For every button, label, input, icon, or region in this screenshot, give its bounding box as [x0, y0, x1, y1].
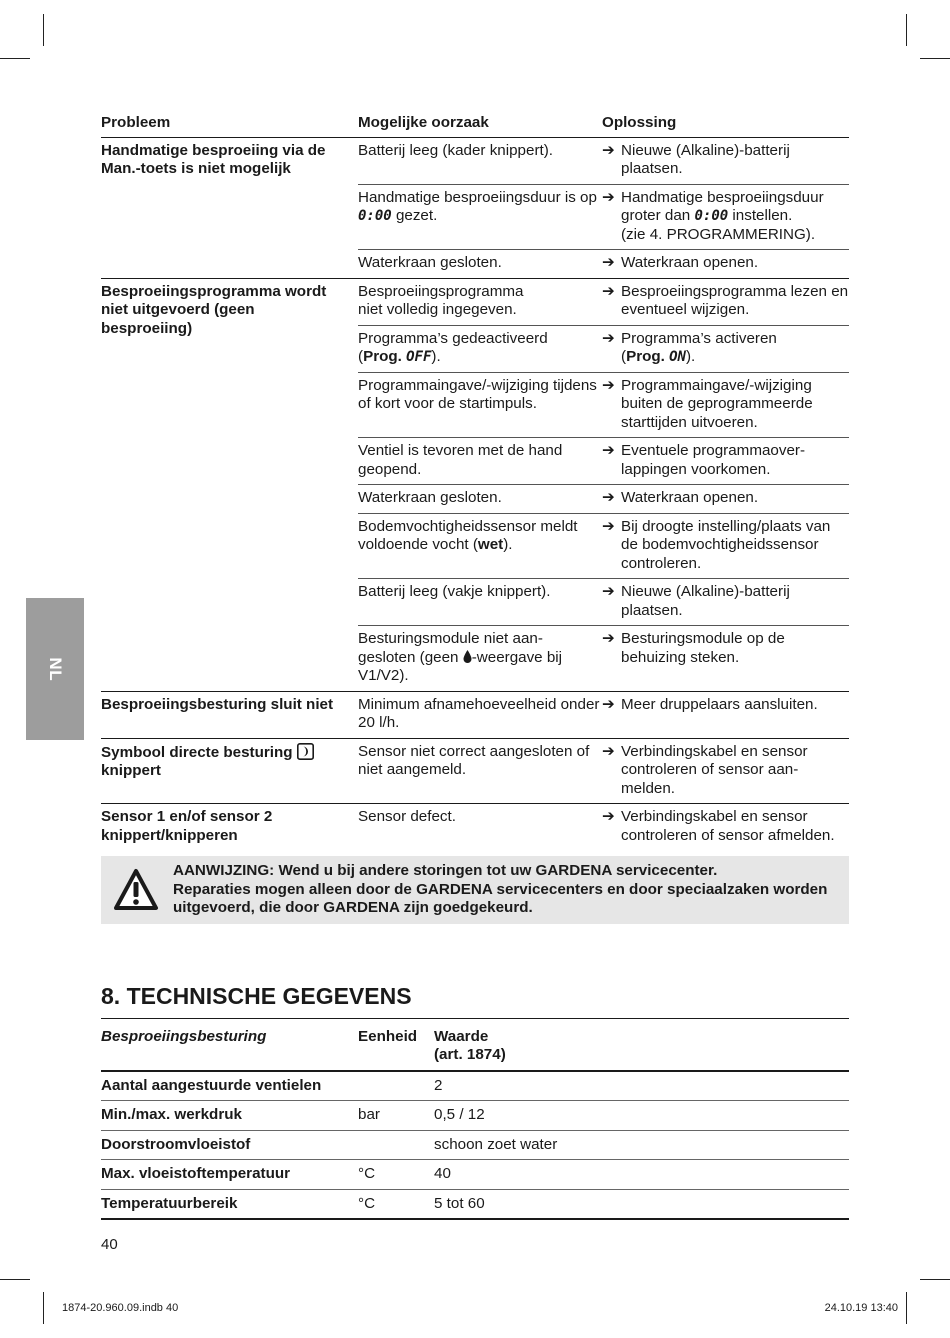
problem-text: Besproeiingsbesturing sluit niet — [101, 695, 334, 713]
text-span: Programmaingave/-wijziging buiten de geprogrammeerde starttijden uitvoeren. — [621, 376, 813, 431]
arrow-icon: ➔ — [602, 583, 615, 600]
tech-header-value-article: (art. 1874) — [434, 1046, 506, 1063]
solution-cell — [602, 485, 849, 514]
language-tab-label: NL — [46, 657, 66, 681]
arrow-icon: ➔ — [602, 376, 615, 394]
cause-cell — [358, 250, 602, 279]
table-row — [101, 691, 849, 738]
text-span: gesloten (geen — [358, 648, 463, 666]
arrow-icon: ➔ — [602, 188, 615, 206]
text-span: Nieuwe (Alkaline)-batterij plaatsen. — [621, 583, 790, 619]
text-span: Handmatige besproeiingsduur groter dan — [621, 188, 824, 224]
cause-cell — [358, 184, 602, 250]
solution-cell — [602, 438, 849, 485]
cause-cell — [358, 325, 602, 372]
tech-value: schoon zoet water — [434, 1135, 558, 1153]
cause-cell — [358, 137, 602, 184]
problem-text: Symbool directe besturing — [101, 743, 297, 761]
text-span: Waterkraan gesloten. — [358, 489, 502, 506]
tech-header-value-label: Waarde — [434, 1027, 489, 1045]
bold-text: Prog. — [626, 348, 670, 365]
tech-row — [101, 1071, 849, 1101]
page-number: 40 — [101, 1236, 118, 1253]
solution-cell — [602, 184, 849, 250]
text-span: Bodemvochtigheidssensor meldt voldoende vocht ( — [358, 517, 578, 553]
tech-value: 40 — [434, 1165, 451, 1182]
arrow-icon: ➔ — [602, 808, 615, 825]
arrow-icon: ➔ — [602, 695, 615, 713]
solution-cell — [602, 738, 849, 804]
text-span: Waterkraan gesloten. — [358, 254, 502, 271]
language-tab — [26, 598, 84, 740]
crop-mark — [0, 58, 30, 59]
cause-cell — [358, 626, 602, 692]
text-span: Meer druppelaars aansluiten. — [621, 695, 818, 713]
text-span: -weergave bij V1/V2). — [358, 648, 563, 684]
cause-cell — [358, 438, 602, 485]
problem-text: Besproeiingsprogramma wordt niet uitgevoerd (geen besproeiing) — [101, 282, 327, 337]
tech-unit: °C — [358, 1194, 376, 1212]
tech-header-unit: Eenheid — [358, 1027, 418, 1045]
cause-cell — [358, 804, 602, 851]
bold-text: wet — [477, 536, 504, 553]
text-span: Bij droogte instelling/plaats van de bodemvochtigheidssensor controleren. — [621, 517, 831, 572]
tech-label: Max. vloeistoftemperatuur — [101, 1165, 291, 1182]
display-segment-text: 0:00 — [358, 208, 392, 224]
tech-label: Min./max. werkdruk — [101, 1106, 242, 1123]
arrow-icon: ➔ — [602, 254, 615, 271]
text-span: Programma’s activeren — [621, 329, 777, 347]
solution-cell — [602, 513, 849, 579]
tech-label: Aantal aangestuurde ventielen — [101, 1076, 322, 1094]
problem-text: Sensor 1 en/of sensor 2 knippert/knipperen — [101, 808, 273, 844]
text-span: ). — [685, 348, 696, 365]
arrow-icon: ➔ — [602, 442, 615, 459]
text-span: Batterij leeg (vakje knippert). — [358, 583, 551, 600]
solution-cell — [602, 691, 849, 738]
text-span: Waterkraan openen. — [621, 254, 759, 271]
text-span: instellen. — [728, 207, 793, 224]
solution-text — [602, 630, 849, 667]
warning-line-1: AANWIJZING: Wend u bij andere storingen tot uw GARDENA servicecenter. — [173, 862, 718, 879]
tech-data-table — [101, 1019, 849, 1221]
solution-cell — [602, 372, 849, 438]
text-span: ( — [358, 348, 364, 365]
bold-text: Prog. — [363, 348, 407, 365]
text-span: (zie 4. PROGRAMMERING). — [621, 225, 816, 243]
arrow-icon: ➔ — [602, 141, 615, 159]
problem-cell — [101, 278, 358, 691]
problem-cell — [101, 804, 358, 851]
solution-cell — [602, 804, 849, 851]
solution-text — [602, 743, 849, 799]
solution-text — [602, 583, 849, 620]
solution-text — [602, 518, 849, 574]
text-span: Verbindingskabel en sensor controleren of sensor afmelden. — [621, 808, 835, 844]
tech-label: Temperatuurbereik — [101, 1194, 238, 1212]
cause-cell — [358, 513, 602, 579]
solution-text — [602, 142, 849, 179]
text-span: Programma’s gedeactiveerd — [358, 329, 548, 347]
tech-row — [101, 1130, 849, 1160]
direct-control-icon — [297, 743, 314, 760]
text-span: Batterij leeg (kader knippert). — [358, 141, 553, 159]
tech-row — [101, 1101, 849, 1131]
text-span: Handmatige besproeiingsduur is op — [358, 188, 597, 206]
text-span: Sensor defect. — [358, 808, 456, 825]
tech-unit: °C — [358, 1165, 376, 1182]
table-header-row — [101, 110, 849, 137]
text-span: melden. — [621, 779, 676, 797]
warning-box — [101, 856, 849, 924]
tech-unit: bar — [358, 1106, 380, 1123]
text-span: Verbindingskabel en sensor controleren of sensor aan- — [621, 742, 808, 778]
tech-value: 5 tot 60 — [434, 1194, 485, 1212]
tech-value: 0,5 / 12 — [434, 1106, 485, 1123]
display-segment-text: 0:00 — [694, 208, 729, 224]
tech-header-value — [434, 1019, 849, 1071]
cause-cell — [358, 691, 602, 738]
section-title: 8. TECHNISCHE GEGEVENS — [101, 982, 849, 1019]
tech-value: 2 — [434, 1076, 443, 1094]
text-span: gezet. — [391, 207, 438, 224]
problem-text: Handmatige besproeiing via de Man.-toets is niet mogelijk — [101, 141, 326, 177]
crop-mark — [906, 14, 907, 46]
problem-cell — [101, 738, 358, 804]
solution-text — [602, 377, 849, 433]
text-span: ). — [431, 348, 441, 365]
text-span: niet volledig ingegeven. — [358, 301, 517, 318]
solution-cell — [602, 626, 849, 692]
crop-mark — [920, 1279, 950, 1280]
solution-text — [602, 808, 849, 845]
text-span: Minimum afnamehoeveelheid onder 20 l/h. — [358, 695, 600, 731]
arrow-icon: ➔ — [602, 517, 615, 535]
text-span: ). — [503, 536, 513, 553]
display-segment-text: ON — [669, 349, 686, 365]
arrow-icon: ➔ — [602, 329, 615, 347]
tech-header-row — [101, 1019, 849, 1071]
warning-line-2: Reparaties mogen alleen door de GARDENA servicecenters en door speciaalzaken worden uitgevoerd, die door GARDENA zijn goedgekeurd. — [173, 880, 828, 916]
header-problem: Probleem — [101, 114, 171, 131]
crop-mark — [920, 58, 950, 59]
arrow-icon: ➔ — [602, 630, 615, 647]
text-span: Ventiel is tevoren met de hand geopend. — [358, 442, 563, 478]
solution-cell — [602, 579, 849, 626]
warning-text — [173, 862, 835, 918]
text-span: Waterkraan openen. — [621, 489, 759, 506]
crop-mark — [0, 1279, 30, 1280]
crop-mark — [43, 14, 44, 46]
page-content — [101, 110, 849, 1220]
warning-triangle-icon — [113, 868, 159, 912]
cause-cell — [358, 485, 602, 514]
text-span: Nieuwe (Alkaline)-batterij plaatsen. — [621, 141, 790, 177]
solution-text — [602, 489, 849, 508]
water-drop-icon — [463, 650, 472, 664]
crop-mark — [906, 1292, 907, 1324]
tech-label: Doorstroomvloeistof — [101, 1135, 251, 1153]
tech-row — [101, 1189, 849, 1219]
text-span: Besproeiingsprogramma — [358, 282, 524, 300]
solution-cell — [602, 250, 849, 279]
problem-cell — [101, 137, 358, 278]
troubleshooting-body — [101, 137, 849, 850]
text-span: ( — [621, 348, 627, 365]
table-row — [101, 738, 849, 804]
problem-text-suffix: knippert — [101, 762, 161, 779]
solution-text — [602, 442, 849, 479]
cause-cell — [358, 372, 602, 438]
header-cause: Mogelijke oorzaak — [358, 114, 489, 131]
text-span: lappingen voorkomen. — [621, 460, 771, 478]
solution-text — [602, 189, 849, 245]
crop-mark — [43, 1292, 44, 1324]
display-segment-text: OFF — [406, 349, 432, 365]
footer-date-slug: 24.10.19 13:40 — [824, 1302, 898, 1314]
table-row — [101, 804, 849, 851]
cause-cell — [358, 738, 602, 804]
tech-body — [101, 1071, 849, 1220]
problem-cell — [101, 691, 358, 738]
solution-text — [602, 283, 849, 320]
arrow-icon: ➔ — [602, 742, 615, 760]
text-span: Besturingsmodule niet aan- — [358, 630, 543, 647]
text-span: Eventuele programmaover- — [621, 442, 806, 459]
table-row — [101, 137, 849, 184]
text-span: Sensor niet correct aangesloten of niet aangemeld. — [358, 742, 590, 778]
tech-row — [101, 1160, 849, 1190]
arrow-icon: ➔ — [602, 489, 615, 506]
tech-unit — [358, 1071, 434, 1101]
arrow-icon: ➔ — [602, 282, 615, 300]
text-span: Besproeiingsprogramma lezen en eventueel wijzigen. — [621, 282, 849, 318]
cause-cell — [358, 278, 602, 325]
text-span: Programmaingave/-wijziging tijdens of kort voor de startimpuls. — [358, 376, 597, 412]
solution-cell — [602, 325, 849, 372]
table-row — [101, 278, 849, 325]
text-span: Besturingsmodule op de behuizing steken. — [621, 630, 785, 666]
solution-cell — [602, 278, 849, 325]
footer-file-slug: 1874-20.960.09.indb 40 — [62, 1302, 179, 1314]
tech-unit — [358, 1130, 434, 1160]
solution-cell — [602, 137, 849, 184]
tech-header-device: Besproeiingsbesturing — [101, 1027, 267, 1045]
solution-text — [602, 330, 849, 367]
troubleshooting-table — [101, 110, 849, 850]
solution-text — [602, 254, 849, 273]
header-solution: Oplossing — [602, 114, 677, 131]
solution-text — [602, 696, 849, 715]
cause-cell — [358, 579, 602, 626]
